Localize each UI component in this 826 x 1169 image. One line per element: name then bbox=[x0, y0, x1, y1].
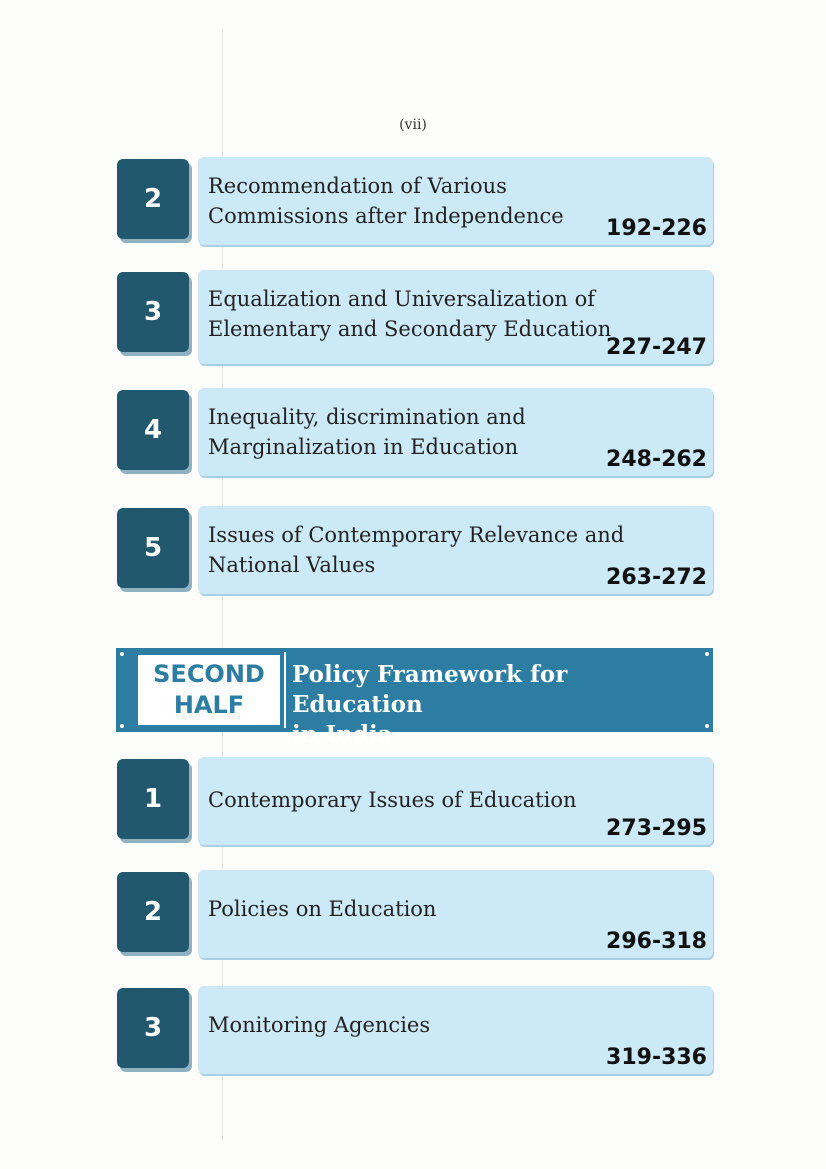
chapter-title-bar bbox=[198, 986, 713, 1074]
page-range: 227-247 bbox=[606, 335, 707, 360]
banner-divider bbox=[284, 652, 286, 728]
chapter-number: 5 bbox=[117, 508, 189, 588]
chapter-title: Equalization and Universalization of Elementary and Secondary Education bbox=[208, 287, 612, 341]
chapter-title: Recommendation of Various Commissions after Independence bbox=[208, 174, 564, 228]
toc-entry[interactable] bbox=[0, 388, 826, 480]
chapter-number: 4 bbox=[117, 390, 189, 470]
page-range: 319-336 bbox=[606, 1045, 707, 1070]
chapter-title-bar bbox=[198, 270, 713, 364]
chapter-title: Contemporary Issues of Education bbox=[208, 788, 577, 812]
chapter-number: 1 bbox=[117, 759, 189, 839]
page-number: (vii) bbox=[399, 117, 427, 133]
toc-entry[interactable] bbox=[0, 757, 826, 849]
chapter-number: 3 bbox=[117, 988, 189, 1068]
page-range: 273-295 bbox=[606, 816, 707, 841]
toc-entry[interactable] bbox=[0, 157, 826, 249]
chapter-title-bar bbox=[198, 506, 713, 594]
half-label: SECOND HALF bbox=[136, 653, 282, 727]
toc-entry[interactable] bbox=[0, 270, 826, 362]
banner-corner-dot bbox=[120, 724, 124, 728]
chapter-title-bar bbox=[198, 757, 713, 845]
section-title: Policy Framework for Education in India bbox=[292, 661, 568, 748]
banner-corner-dot bbox=[705, 652, 709, 656]
banner-corner-dot bbox=[705, 724, 709, 728]
section-banner bbox=[116, 648, 713, 748]
toc-entry[interactable] bbox=[0, 870, 826, 962]
chapter-number: 2 bbox=[117, 872, 189, 952]
chapter-title-bar bbox=[198, 870, 713, 958]
page-range: 192-226 bbox=[606, 216, 707, 241]
chapter-title-bar bbox=[198, 388, 713, 476]
chapter-number: 2 bbox=[117, 159, 189, 239]
chapter-title: Inequality, discrimination and Marginalization in Education bbox=[208, 405, 526, 459]
chapter-title: Issues of Contemporary Relevance and National Values bbox=[208, 523, 625, 577]
chapter-title: Policies on Education bbox=[208, 897, 437, 921]
chapter-title-bar bbox=[198, 157, 713, 245]
page-range: 296-318 bbox=[606, 929, 707, 954]
banner-corner-dot bbox=[120, 652, 124, 656]
chapter-number: 3 bbox=[117, 272, 189, 352]
chapter-title: Monitoring Agencies bbox=[208, 1013, 431, 1037]
page-range: 248-262 bbox=[606, 447, 707, 472]
toc-entry[interactable] bbox=[0, 506, 826, 598]
toc-entry[interactable] bbox=[0, 986, 826, 1078]
page-range: 263-272 bbox=[606, 565, 707, 590]
